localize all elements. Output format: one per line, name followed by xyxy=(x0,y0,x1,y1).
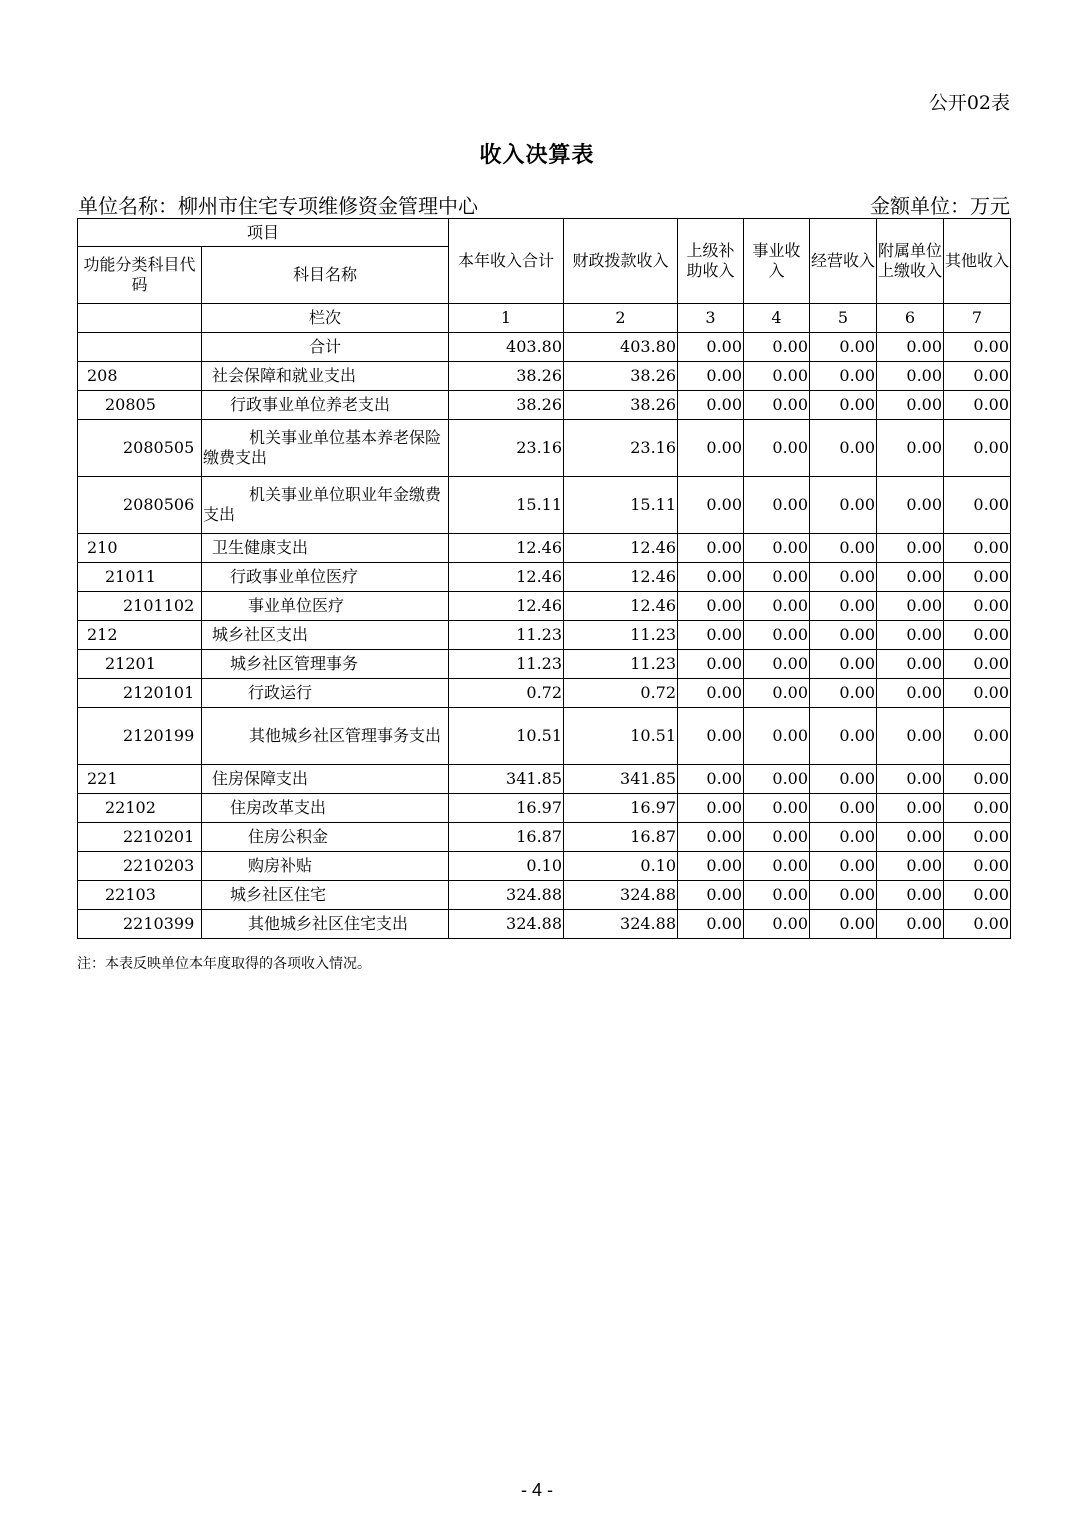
amount-cell: 0.00 xyxy=(877,534,944,563)
amount-cell: 0.00 xyxy=(810,391,877,420)
amount-cell: 38.26 xyxy=(449,362,564,391)
table-row xyxy=(78,563,1011,592)
header-business-income: 事业收入 xyxy=(744,219,810,304)
amount-cell: 0.00 xyxy=(744,477,810,534)
amount-cell: 0.00 xyxy=(678,765,744,794)
column-index-cell: 3 xyxy=(678,304,744,333)
amount-cell: 0.00 xyxy=(678,650,744,679)
amount-cell: 0.00 xyxy=(877,910,944,939)
subject-name: 城乡社区管理事务 xyxy=(202,650,449,679)
amount-cell: 0.00 xyxy=(810,420,877,477)
footnote: 注：本表反映单位本年度取得的各项收入情况。 xyxy=(77,956,371,972)
table-row xyxy=(78,420,1011,477)
subject-name: 社会保障和就业支出 xyxy=(202,362,449,391)
amount-cell: 0.00 xyxy=(877,708,944,765)
amount-cell: 0.00 xyxy=(944,881,1011,910)
column-index-blank xyxy=(78,304,202,333)
amount-cell: 0.00 xyxy=(678,852,744,881)
amount-cell: 0.10 xyxy=(564,852,678,881)
amount-cell: 0.00 xyxy=(744,362,810,391)
amount-cell: 324.88 xyxy=(449,910,564,939)
amount-cell: 11.23 xyxy=(564,650,678,679)
column-index-cell: 5 xyxy=(810,304,877,333)
amount-cell: 12.46 xyxy=(564,592,678,621)
amount-cell: 12.46 xyxy=(449,592,564,621)
amount-cell: 0.00 xyxy=(744,823,810,852)
subject-name: 事业单位医疗 xyxy=(202,592,449,621)
table-row xyxy=(78,477,1011,534)
subject-name: 住房保障支出 xyxy=(202,765,449,794)
subject-code: 212 xyxy=(78,621,202,650)
amount-cell: 15.11 xyxy=(564,477,678,534)
amount-cell: 0.00 xyxy=(744,794,810,823)
amount-cell: 38.26 xyxy=(564,362,678,391)
amount-cell: 16.87 xyxy=(449,823,564,852)
amount-cell: 0.00 xyxy=(810,477,877,534)
table-row xyxy=(78,391,1011,420)
amount-cell: 16.97 xyxy=(449,794,564,823)
amount-cell: 0.00 xyxy=(678,592,744,621)
column-index-cell: 4 xyxy=(744,304,810,333)
amount-cell: 324.88 xyxy=(449,881,564,910)
amount-cell: 12.46 xyxy=(564,563,678,592)
total-value: 403.80 xyxy=(449,333,564,362)
amount-cell: 0.00 xyxy=(678,477,744,534)
table-row xyxy=(78,592,1011,621)
amount-cell: 0.00 xyxy=(678,362,744,391)
amount-cell: 16.87 xyxy=(564,823,678,852)
form-id: 公开02表 xyxy=(928,92,1010,114)
amount-cell: 16.97 xyxy=(564,794,678,823)
amount-unit: 金额单位：万元 xyxy=(870,194,1010,218)
table-row xyxy=(78,679,1011,708)
amount-cell: 0.00 xyxy=(877,794,944,823)
amount-cell: 0.00 xyxy=(744,910,810,939)
amount-cell: 0.00 xyxy=(944,563,1011,592)
amount-cell: 0.00 xyxy=(944,765,1011,794)
total-code-blank xyxy=(78,333,202,362)
amount-cell: 0.00 xyxy=(678,534,744,563)
amount-cell: 0.00 xyxy=(678,794,744,823)
amount-cell: 0.00 xyxy=(678,823,744,852)
amount-cell: 341.85 xyxy=(564,765,678,794)
amount-cell: 0.00 xyxy=(877,621,944,650)
table-row xyxy=(78,621,1011,650)
amount-cell: 0.00 xyxy=(944,910,1011,939)
subject-name: 购房补贴 xyxy=(202,852,449,881)
total-label: 合计 xyxy=(202,333,449,362)
column-index-label: 栏次 xyxy=(202,304,449,333)
subject-name: 城乡社区住宅 xyxy=(202,881,449,910)
amount-cell: 0.00 xyxy=(810,794,877,823)
table-row xyxy=(78,765,1011,794)
subject-name: 行政事业单位养老支出 xyxy=(202,391,449,420)
amount-cell: 0.00 xyxy=(944,794,1011,823)
column-index-cell: 7 xyxy=(944,304,1011,333)
amount-cell: 15.11 xyxy=(449,477,564,534)
table-row xyxy=(78,650,1011,679)
amount-cell: 38.26 xyxy=(449,391,564,420)
amount-cell: 23.16 xyxy=(449,420,564,477)
column-index-cell: 1 xyxy=(449,304,564,333)
income-table xyxy=(77,218,1011,939)
subject-code: 2080506 xyxy=(78,477,202,534)
amount-cell: 12.46 xyxy=(449,534,564,563)
amount-cell: 0.00 xyxy=(944,650,1011,679)
amount-cell: 0.00 xyxy=(944,679,1011,708)
amount-cell: 0.00 xyxy=(810,823,877,852)
subject-name: 卫生健康支出 xyxy=(202,534,449,563)
amount-cell: 0.00 xyxy=(744,391,810,420)
amount-cell: 10.51 xyxy=(449,708,564,765)
subject-code: 221 xyxy=(78,765,202,794)
page-title: 收入决算表 xyxy=(479,142,595,168)
amount-cell: 12.46 xyxy=(564,534,678,563)
column-index-cell: 6 xyxy=(877,304,944,333)
total-value: 0.00 xyxy=(877,333,944,362)
amount-cell: 23.16 xyxy=(564,420,678,477)
amount-cell: 0.00 xyxy=(877,852,944,881)
amount-cell: 0.00 xyxy=(810,765,877,794)
amount-cell: 0.00 xyxy=(944,621,1011,650)
amount-cell: 38.26 xyxy=(564,391,678,420)
amount-cell: 0.00 xyxy=(744,852,810,881)
subject-code: 2120101 xyxy=(78,679,202,708)
table-row xyxy=(78,794,1011,823)
amount-cell: 0.00 xyxy=(944,477,1011,534)
subject-name: 行政事业单位医疗 xyxy=(202,563,449,592)
total-value: 0.00 xyxy=(678,333,744,362)
amount-cell: 324.88 xyxy=(564,910,678,939)
subject-code: 210 xyxy=(78,534,202,563)
amount-cell: 0.00 xyxy=(877,679,944,708)
amount-cell: 0.00 xyxy=(810,362,877,391)
table-row xyxy=(78,881,1011,910)
table-row xyxy=(78,823,1011,852)
subject-code: 2080505 xyxy=(78,420,202,477)
amount-cell: 0.00 xyxy=(744,534,810,563)
column-index-row xyxy=(78,304,1011,333)
subject-name: 住房改革支出 xyxy=(202,794,449,823)
amount-cell: 0.00 xyxy=(877,765,944,794)
subject-name: 其他城乡社区管理事务支出 xyxy=(202,708,449,765)
page-number: - 4 - xyxy=(520,1480,553,1500)
amount-cell: 0.00 xyxy=(810,621,877,650)
amount-cell: 0.00 xyxy=(810,679,877,708)
total-value: 0.00 xyxy=(744,333,810,362)
amount-cell: 0.00 xyxy=(877,823,944,852)
subject-name: 机关事业单位基本养老保险缴费支出 xyxy=(202,420,449,477)
header-total-income: 本年收入合计 xyxy=(449,219,564,304)
amount-cell: 11.23 xyxy=(449,621,564,650)
header-func-code: 功能分类科目代码 xyxy=(78,247,202,304)
amount-cell: 0.00 xyxy=(810,708,877,765)
subject-code: 22103 xyxy=(78,881,202,910)
amount-cell: 0.00 xyxy=(810,534,877,563)
subject-name: 住房公积金 xyxy=(202,823,449,852)
amount-cell: 0.00 xyxy=(944,534,1011,563)
amount-cell: 0.00 xyxy=(877,391,944,420)
amount-cell: 0.00 xyxy=(944,362,1011,391)
subject-code: 208 xyxy=(78,362,202,391)
amount-cell: 324.88 xyxy=(564,881,678,910)
subject-code: 21201 xyxy=(78,650,202,679)
table-row xyxy=(78,708,1011,765)
amount-cell: 0.00 xyxy=(877,420,944,477)
amount-cell: 0.00 xyxy=(877,477,944,534)
subject-code: 2210201 xyxy=(78,823,202,852)
subject-name: 行政运行 xyxy=(202,679,449,708)
table-row xyxy=(78,910,1011,939)
amount-cell: 0.00 xyxy=(678,910,744,939)
amount-cell: 0.00 xyxy=(678,679,744,708)
header-superior-subsidy: 上级补助收入 xyxy=(678,219,744,304)
total-value: 0.00 xyxy=(810,333,877,362)
amount-cell: 0.00 xyxy=(944,708,1011,765)
amount-cell: 0.00 xyxy=(678,881,744,910)
subject-code: 2120199 xyxy=(78,708,202,765)
amount-cell: 0.00 xyxy=(810,650,877,679)
amount-cell: 0.00 xyxy=(810,852,877,881)
header-row-1 xyxy=(78,219,1011,247)
amount-cell: 0.00 xyxy=(744,765,810,794)
subject-name: 其他城乡社区住宅支出 xyxy=(202,910,449,939)
unit-name: 单位名称：柳州市住宅专项维修资金管理中心 xyxy=(78,194,478,218)
amount-cell: 0.00 xyxy=(810,881,877,910)
amount-cell: 12.46 xyxy=(449,563,564,592)
amount-cell: 0.72 xyxy=(564,679,678,708)
amount-cell: 0.00 xyxy=(744,621,810,650)
amount-cell: 0.00 xyxy=(744,708,810,765)
amount-cell: 0.00 xyxy=(678,420,744,477)
amount-cell: 0.00 xyxy=(744,650,810,679)
amount-cell: 0.00 xyxy=(678,621,744,650)
amount-cell: 0.00 xyxy=(944,391,1011,420)
amount-cell: 11.23 xyxy=(564,621,678,650)
header-operating-income: 经营收入 xyxy=(810,219,877,304)
amount-cell: 0.00 xyxy=(678,708,744,765)
amount-cell: 0.00 xyxy=(877,592,944,621)
amount-cell: 0.00 xyxy=(744,679,810,708)
amount-cell: 0.00 xyxy=(877,881,944,910)
amount-cell: 0.00 xyxy=(877,650,944,679)
amount-cell: 0.00 xyxy=(678,563,744,592)
column-index-cell: 2 xyxy=(564,304,678,333)
amount-cell: 0.00 xyxy=(877,563,944,592)
subject-name: 城乡社区支出 xyxy=(202,621,449,650)
subject-code: 2210399 xyxy=(78,910,202,939)
total-value: 403.80 xyxy=(564,333,678,362)
header-affiliated-income: 附属单位上缴收入 xyxy=(877,219,944,304)
amount-cell: 0.00 xyxy=(944,592,1011,621)
header-fiscal-income: 财政拨款收入 xyxy=(564,219,678,304)
amount-cell: 0.00 xyxy=(744,592,810,621)
amount-cell: 0.10 xyxy=(449,852,564,881)
subject-name: 机关事业单位职业年金缴费支出 xyxy=(202,477,449,534)
table-row xyxy=(78,852,1011,881)
total-value: 0.00 xyxy=(944,333,1011,362)
amount-cell: 0.00 xyxy=(810,563,877,592)
amount-cell: 11.23 xyxy=(449,650,564,679)
amount-cell: 0.00 xyxy=(944,852,1011,881)
subject-code: 2101102 xyxy=(78,592,202,621)
table-row xyxy=(78,534,1011,563)
amount-cell: 0.00 xyxy=(944,823,1011,852)
header-subject-name: 科目名称 xyxy=(202,247,449,304)
amount-cell: 0.00 xyxy=(877,362,944,391)
total-row xyxy=(78,333,1011,362)
amount-cell: 0.00 xyxy=(810,592,877,621)
amount-cell: 0.00 xyxy=(810,910,877,939)
header-project: 项目 xyxy=(78,219,449,247)
amount-cell: 0.00 xyxy=(744,563,810,592)
subject-code: 20805 xyxy=(78,391,202,420)
amount-cell: 0.00 xyxy=(944,420,1011,477)
subject-code: 22102 xyxy=(78,794,202,823)
amount-cell: 0.00 xyxy=(744,881,810,910)
subject-code: 2210203 xyxy=(78,852,202,881)
amount-cell: 0.72 xyxy=(449,679,564,708)
amount-cell: 341.85 xyxy=(449,765,564,794)
header-other-income: 其他收入 xyxy=(944,219,1011,304)
amount-cell: 10.51 xyxy=(564,708,678,765)
subject-code: 21011 xyxy=(78,563,202,592)
table-row xyxy=(78,362,1011,391)
amount-cell: 0.00 xyxy=(744,420,810,477)
amount-cell: 0.00 xyxy=(678,391,744,420)
